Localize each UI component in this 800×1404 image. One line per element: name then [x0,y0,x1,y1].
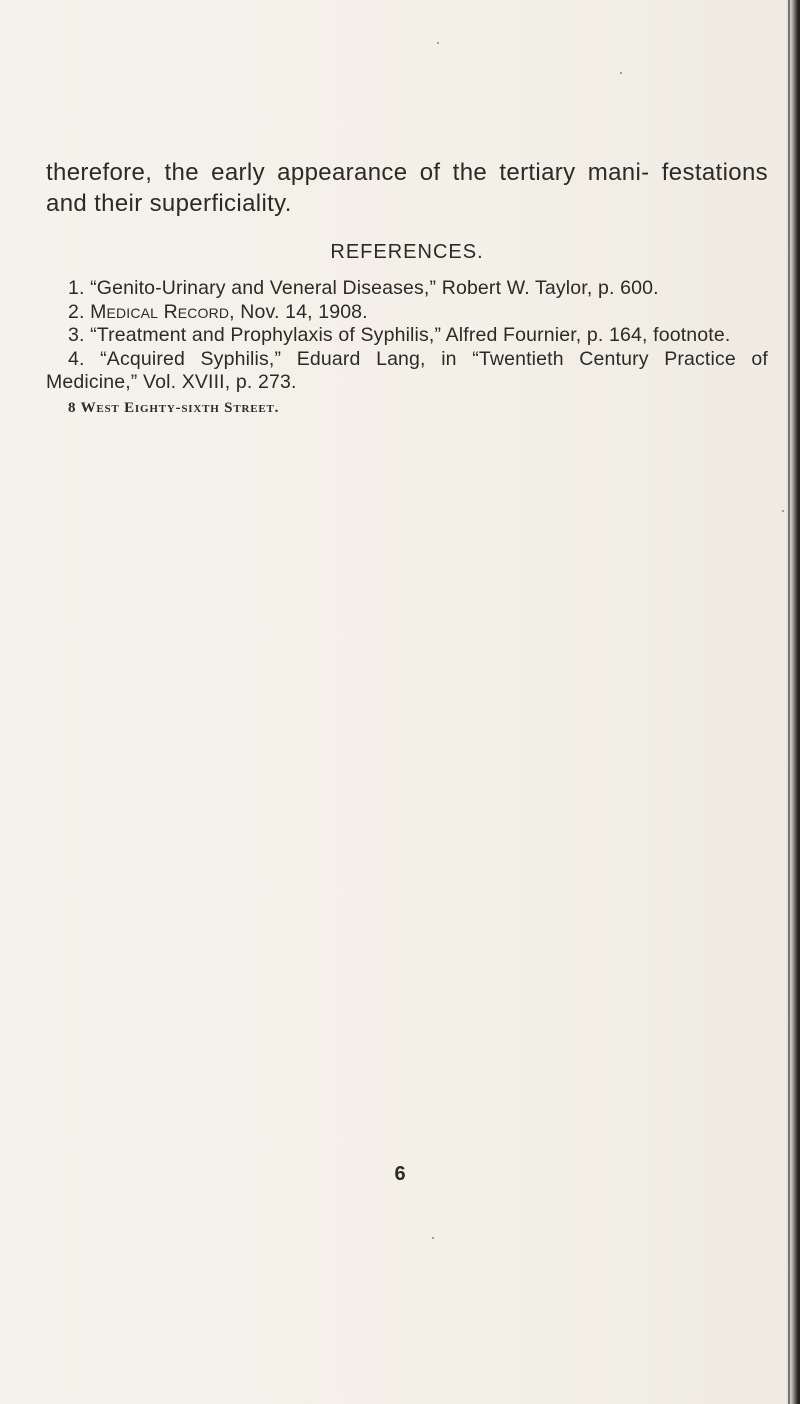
references-heading: REFERENCES. [330,241,484,263]
paper-speck [782,510,784,512]
author-address: 8 West Eighty-sixth Street. [68,399,280,416]
page-number: 6 [394,1163,406,1185]
page-content [46,157,768,418]
paper-speck [432,1237,434,1239]
reference-item-3: 3. “Treatment and Prophylaxis of Syphilis,” Alfred Fournier, p. 164, footnote. [68,324,731,346]
body-paragraph: therefore, the early appearance of the tertiary mani- festations and their superficiality. [46,159,768,217]
reference-item-2-suffix: , Nov. 14, 1908. [229,300,368,323]
paper-speck [437,42,439,44]
binding-edge-line [788,0,790,1404]
reference-item-2-prefix: 2. [68,300,91,323]
reference-item-4: 4. “Acquired Syphilis,” Eduard Lang, in “Twentieth Century Practice of Medicine,” Vol. XVIII, p. 273. [46,347,768,393]
reference-item-2 [46,301,768,325]
reference-item-1: 1. “Genito-Urinary and Veneral Diseases,” Robert W. Taylor, p. 600. [68,277,659,299]
reference-item-2-title: Medical Record [90,300,230,323]
paper-speck [620,72,622,74]
